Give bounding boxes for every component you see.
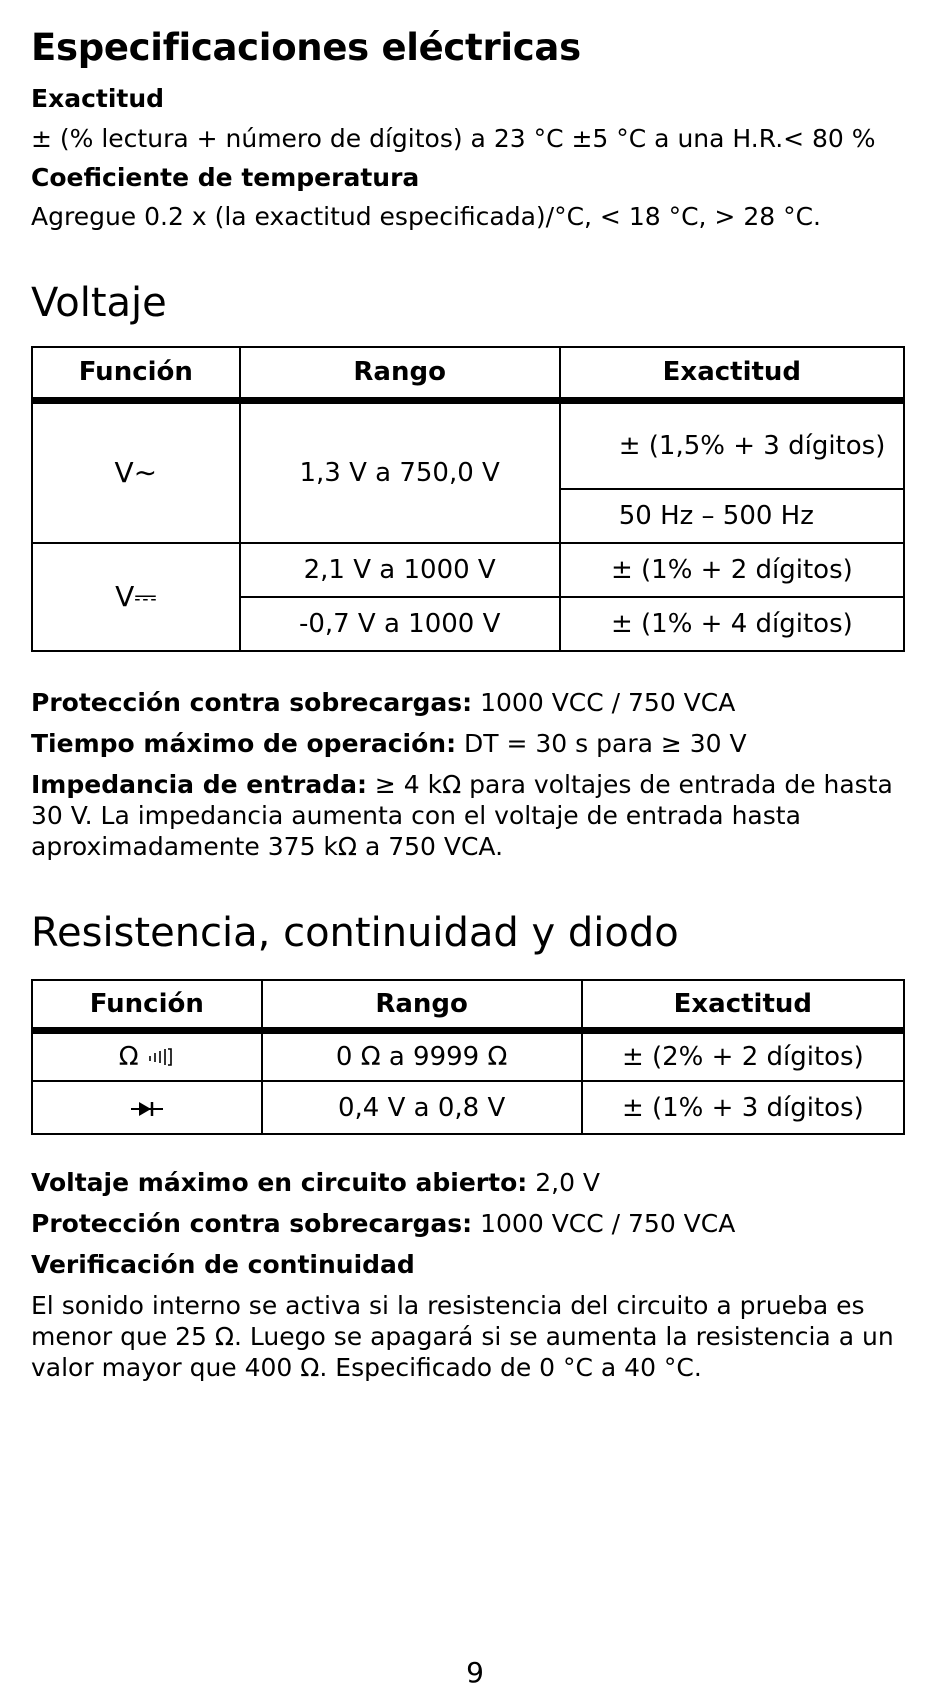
- table-row: [32, 543, 904, 597]
- voltage-max-time: [31, 729, 747, 758]
- page-title: Especificaciones eléctricas: [31, 26, 581, 69]
- diode-range: 0,4 V a 0,8 V: [262, 1081, 582, 1134]
- resistance-table: [31, 979, 905, 1135]
- continuity-label: Verificación de continuidad: [31, 1250, 415, 1279]
- resistance-overload: [31, 1209, 735, 1238]
- resistance-function: [32, 1030, 262, 1081]
- page-number: 9: [466, 1656, 484, 1689]
- voltage-heading: Voltaje: [31, 280, 167, 326]
- open-circuit-value: 2,0 V: [527, 1168, 601, 1197]
- voltage-header-accuracy: Exactitud: [560, 347, 904, 400]
- accuracy-text: ± (% lectura + número de dígitos) a 23 °C ±5 °C a una H.R.< 80 %: [31, 124, 876, 153]
- dc-voltage-accuracy-2: ± (1% + 4 dígitos): [560, 597, 904, 651]
- resistance-heading: Resistencia, continuidad y diodo: [31, 910, 679, 956]
- resistance-range: 0 Ω a 9999 Ω: [262, 1030, 582, 1081]
- voltage-max-time-label: Tiempo máximo de operación:: [31, 729, 457, 758]
- voltage-table: [31, 346, 905, 652]
- open-circuit-label: Voltaje máximo en circuito abierto:: [31, 1168, 528, 1197]
- dc-voltage-range-1: 2,1 V a 1000 V: [240, 543, 560, 597]
- resistance-header-range: Rango: [262, 980, 582, 1030]
- open-circuit-voltage: [31, 1168, 600, 1197]
- ac-voltage-bandwidth: 50 Hz – 500 Hz: [560, 489, 904, 543]
- dc-voltage-range-2: -0,7 V a 1000 V: [240, 597, 560, 651]
- resistance-header-function: Función: [32, 980, 262, 1030]
- resistance-header-accuracy: Exactitud: [582, 980, 904, 1030]
- voltage-impedance-label: Impedancia de entrada:: [31, 770, 367, 799]
- resistance-accuracy: ± (2% + 2 dígitos): [582, 1030, 904, 1081]
- diode-icon: [129, 1099, 165, 1119]
- diode-accuracy: ± (1% + 3 dígitos): [582, 1081, 904, 1134]
- accuracy-label: Exactitud: [31, 84, 165, 113]
- voltage-overload-value: 1000 VCC / 750 VCA: [472, 688, 736, 717]
- voltage-overload: [31, 688, 735, 717]
- tempcoef-text: Agregue 0.2 x (la exactitud especificada)/°C, < 18 °C, > 28 °C.: [31, 202, 821, 231]
- table-row: [32, 1030, 904, 1081]
- table-row: [32, 400, 904, 489]
- ac-voltage-range: 1,3 V a 750,0 V: [240, 400, 560, 543]
- voltage-header-range: Rango: [240, 347, 560, 400]
- resistance-overload-label: Protección contra sobrecargas:: [31, 1209, 473, 1238]
- table-row: [32, 1081, 904, 1134]
- ohm-symbol: Ω: [118, 1041, 139, 1072]
- voltage-max-time-value: DT = 30 s para ≥ 30 V: [456, 729, 747, 758]
- tempcoef-label: Coeficiente de temperatura: [31, 163, 420, 192]
- voltage-overload-label: Protección contra sobrecargas:: [31, 688, 473, 717]
- voltage-impedance: [31, 769, 911, 862]
- dc-voltage-accuracy-1: ± (1% + 2 dígitos): [560, 543, 904, 597]
- resistance-overload-value: 1000 VCC / 750 VCA: [472, 1209, 736, 1238]
- voltage-impedance-value: ≥ 4 kΩ para voltajes de entrada de hasta 30 V. La impedancia aumenta con el voltaje de entrada hasta aproximadamente 375 kΩ a 750 VCA.: [31, 770, 893, 861]
- ac-voltage-function: V∼: [32, 400, 240, 543]
- diode-function: [32, 1081, 262, 1134]
- dc-voltage-function: V⎓: [32, 543, 240, 651]
- continuity-icon: [147, 1047, 175, 1067]
- continuity-text: El sonido interno se activa si la resistencia del circuito a prueba es menor que 25 Ω. Luego se apagará si se aumenta la resistencia a un valor mayor que 400 Ω. Especificado de 0 °C a 40 °C.: [31, 1291, 894, 1382]
- ac-voltage-accuracy: ± (1,5% + 3 dígitos): [560, 400, 904, 489]
- voltage-header-function: Función: [32, 347, 240, 400]
